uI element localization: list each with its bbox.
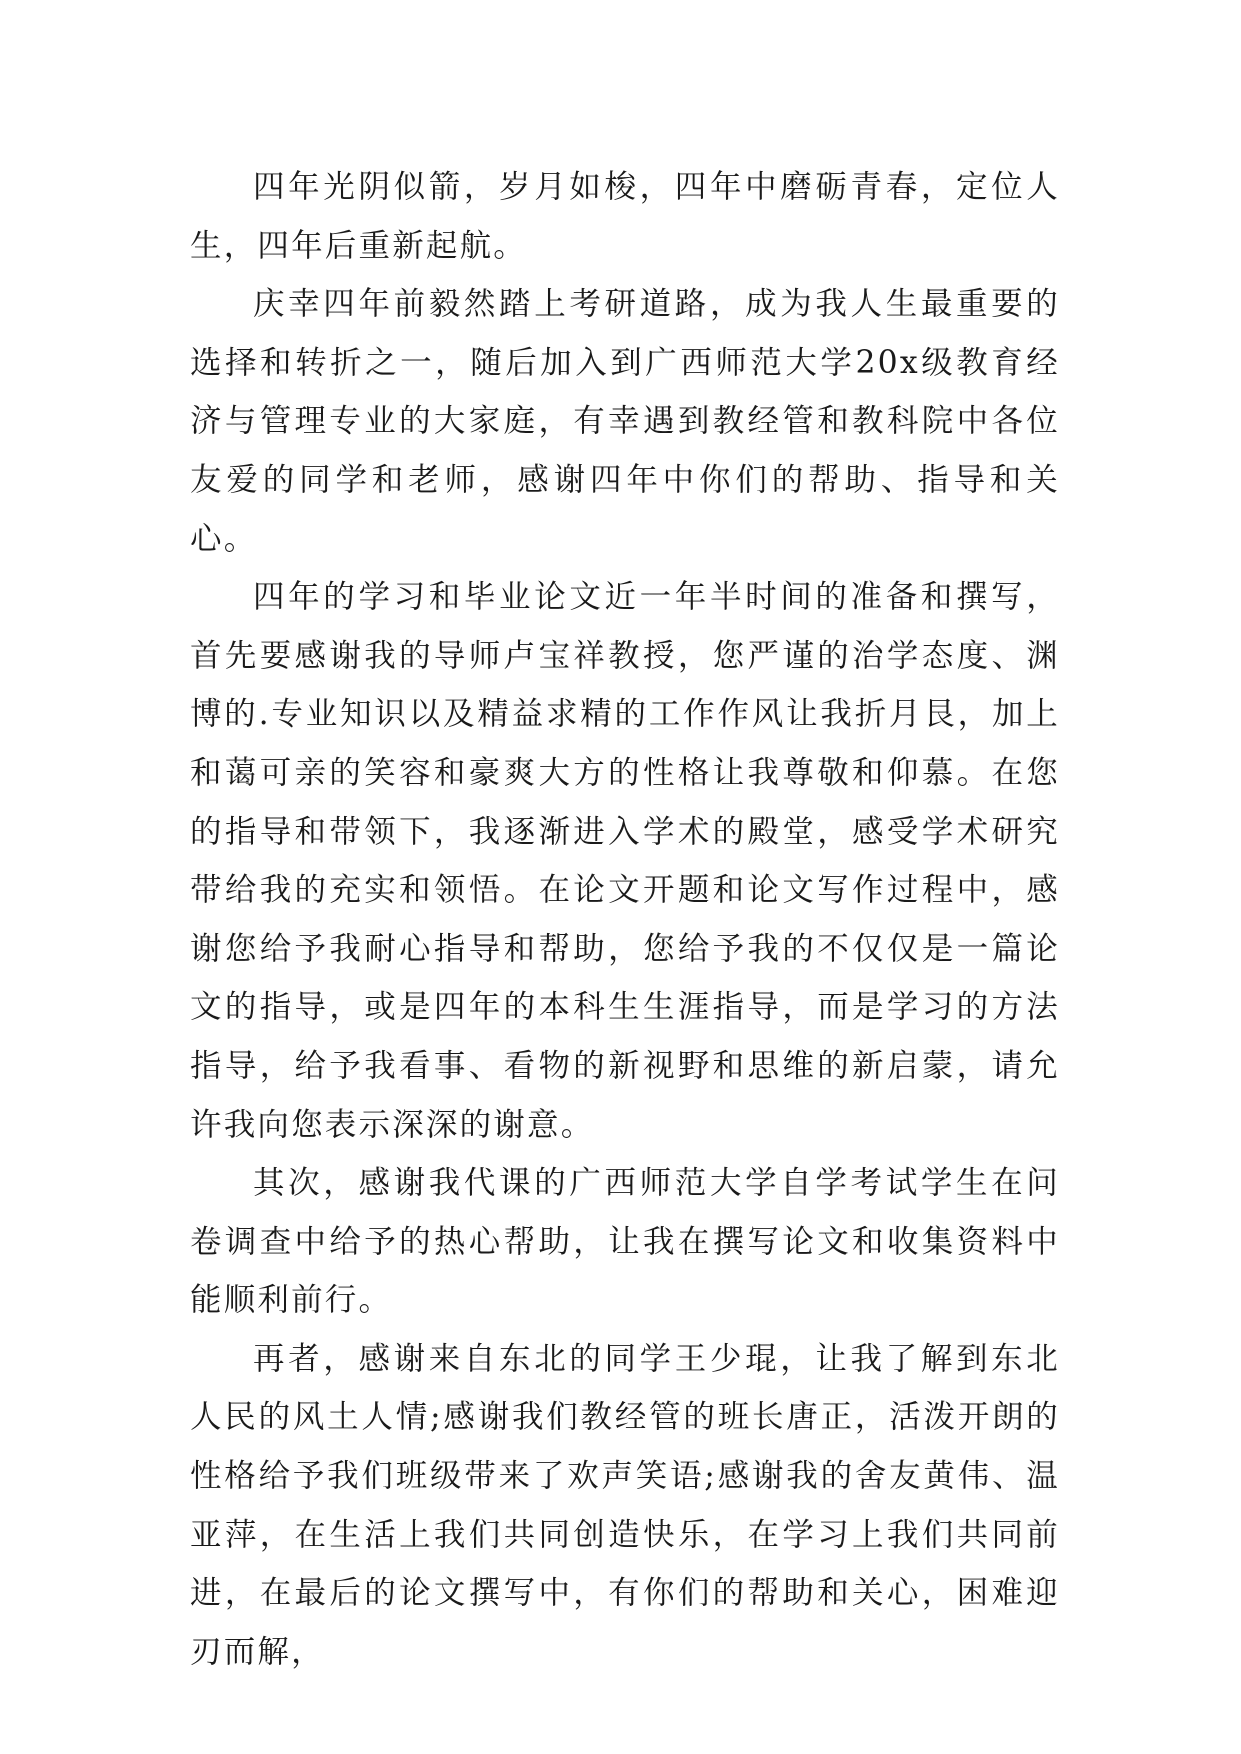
- paragraph-thanks-supervisor: 四年的学习和毕业论文近一年半时间的准备和撰写，首先要感谢我的导师卢宝祥教授，您严谨的治学态度、渊博的.专业知识以及精益求精的工作作风让我折月艮，加上和蔼可亲的笑容和豪爽大方的性格让我尊敬和仰慕。在您的指导和带领下，我逐渐进入学术的殿堂，感受学术研究带给我的充实和领悟。在论文开题和论文写作过程中，感谢您给予我耐心指导和帮助，您给予我的不仅仅是一篇论文的指导，或是四年的本科生生涯指导，而是学习的方法指导，给予我看事、看物的新视野和思维的新启蒙，请允许我向您表示深深的谢意。: [190, 579, 1060, 1143]
- document-body: [190, 158, 1060, 1681]
- paragraph-postgraduate-choice: 庆幸四年前毅然踏上考研道路，成为我人生最重要的选择和转折之一，随后加入到广西师范大学20x级教育经济与管理专业的大家庭，有幸遇到教经管和教科院中各位友爱的同学和老师，感谢四年中你们的帮助、指导和关心。: [190, 286, 1060, 557]
- paragraph-thanks-students: 其次，感谢我代课的广西师范大学自学考试学生在问卷调查中给予的热心帮助，让我在撰写论文和收集资料中能顺利前行。: [190, 1165, 1060, 1319]
- paragraph-thanks-classmates: 再者，感谢来自东北的同学王少琨，让我了解到东北人民的风土人情;感谢我们教经管的班长唐正，活泼开朗的性格给予我们班级带来了欢声笑语;感谢我的舍友黄伟、温亚萍，在生活上我们共同创造快乐，在学习上我们共同前进，在最后的论文撰写中，有你们的帮助和关心，困难迎刃而解，: [190, 1340, 1060, 1670]
- paragraph-opening: 四年光阴似箭，岁月如梭，四年中磨砺青春，定位人生，四年后重新起航。: [190, 169, 1060, 264]
